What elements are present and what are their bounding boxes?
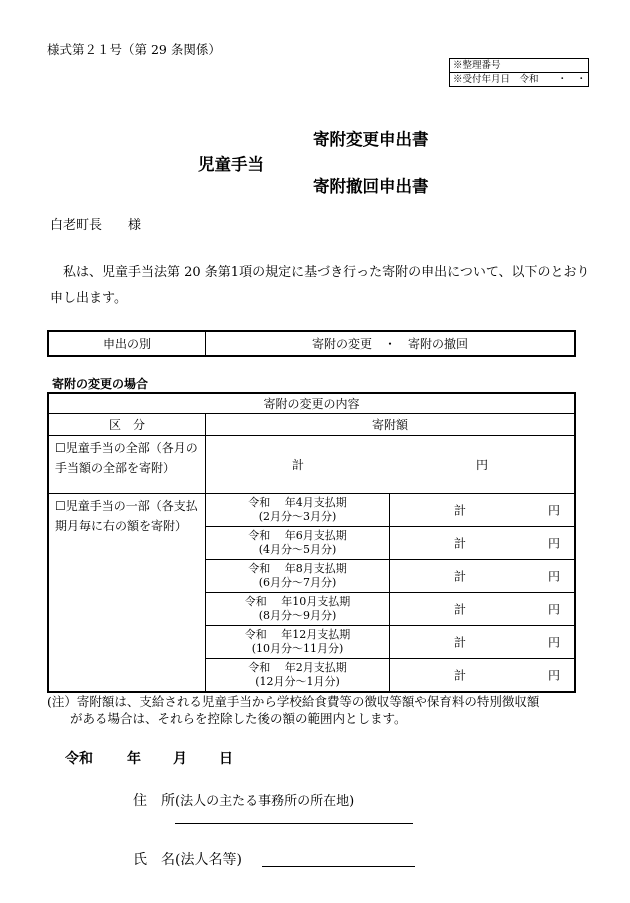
reference-number-label: ※整理番号	[453, 60, 501, 71]
period-amount-cell[interactable]	[390, 494, 576, 527]
body-paragraph: 私は、児童手当法第 20 条第1項の規定に基づき行った寄附の申出について、以下のとおり申し出ます。	[50, 265, 590, 306]
total-label: 計	[454, 536, 467, 551]
total-label: 計	[454, 569, 467, 584]
column-amount: 寄附額	[206, 414, 576, 436]
request-kind-label: 申出の別	[48, 331, 206, 356]
address-underline[interactable]	[175, 823, 413, 824]
yen-label: 円	[547, 635, 560, 650]
note-line1: (注）寄附額は、支給される児童手当から学校給食費等の徴収等額や保育料の特別徴収額	[47, 694, 540, 709]
form-number: 様式第２１号（第 29 条関係）	[47, 42, 221, 57]
date-day[interactable]: 日	[219, 751, 233, 767]
payment-period	[206, 494, 390, 527]
period-amount-cell[interactable]	[390, 527, 576, 560]
period-line2: (12月分～1月分)	[255, 675, 340, 688]
table-header: 寄附の変更の内容	[48, 393, 575, 414]
period-line1: 令和 年8月支払期	[248, 562, 347, 575]
name-label: 氏 名	[133, 852, 175, 868]
yen-label: 円	[547, 602, 560, 617]
payment-period	[206, 527, 390, 560]
note	[47, 693, 592, 727]
period-line1: 令和 年4月支払期	[248, 496, 347, 509]
period-line1: 令和 年2月支払期	[248, 661, 347, 674]
yen-label: 円	[547, 503, 560, 518]
request-kind-table	[47, 330, 576, 357]
address-label: 住 所	[133, 793, 175, 809]
period-line2: (4月分～5月分)	[258, 543, 337, 556]
name-note: (法人名等)	[175, 852, 242, 868]
date-year[interactable]: 年	[127, 751, 141, 767]
period-line1: 令和 年6月支払期	[248, 529, 347, 542]
date-month[interactable]: 月	[173, 751, 187, 767]
period-amount-cell[interactable]	[390, 626, 576, 659]
date-era: 令和	[65, 751, 93, 767]
title-change: 寄附変更申出書	[313, 130, 429, 149]
payment-period	[206, 659, 390, 693]
period-amount-cell[interactable]	[390, 593, 576, 626]
period-line2: (6月分～7月分)	[258, 576, 337, 589]
addressee: 白老町長 様	[50, 218, 142, 233]
office-use-box	[449, 58, 589, 87]
total-label: 計	[454, 602, 467, 617]
period-line2: (10月分～11月分)	[251, 642, 344, 655]
name-underline[interactable]	[262, 866, 415, 867]
payment-period	[206, 626, 390, 659]
all-amount-cell[interactable]	[206, 436, 576, 494]
period-amount-cell[interactable]	[390, 560, 576, 593]
yen-label: 円	[476, 458, 489, 472]
section-heading: 寄附の変更の場合	[52, 377, 149, 391]
partial-allowance-option[interactable]: ☐児童手当の一部（各支払期月毎に右の額を寄附）	[48, 494, 206, 693]
period-line1: 令和 年10月支払期	[244, 595, 351, 608]
total-label: 計	[454, 635, 467, 650]
total-label: 計	[454, 668, 467, 683]
yen-label: 円	[547, 668, 560, 683]
period-line2: (2月分～3月分)	[258, 510, 337, 523]
yen-label: 円	[547, 569, 560, 584]
period-amount-cell[interactable]	[390, 659, 576, 693]
period-line1: 令和 年12月支払期	[244, 628, 351, 641]
received-date-label: ※受付年月日 令和 ・ ・	[450, 72, 588, 86]
period-line2: (8月分～9月分)	[258, 609, 337, 622]
payment-period	[206, 593, 390, 626]
title-withdraw: 寄附撤回申出書	[313, 177, 429, 196]
all-allowance-option[interactable]: ☐児童手当の全部（各月の手当額の全部を寄附）	[48, 436, 206, 494]
column-category: 区 分	[48, 414, 206, 436]
total-label: 計	[292, 458, 305, 472]
address-note: (法人の主たる事務所の所在地)	[175, 794, 355, 809]
note-line2: がある場合は、それらを控除した後の額の範囲内とします。	[70, 711, 407, 726]
name-field[interactable]	[133, 849, 242, 869]
yen-label: 円	[547, 536, 560, 551]
total-label: 計	[454, 503, 467, 518]
title-prefix: 児童手当	[198, 155, 264, 174]
address-field[interactable]	[133, 790, 354, 810]
request-kind-options[interactable]: 寄附の変更 ・ 寄附の撤回	[206, 331, 576, 356]
payment-period	[206, 560, 390, 593]
change-details-table	[47, 392, 576, 693]
